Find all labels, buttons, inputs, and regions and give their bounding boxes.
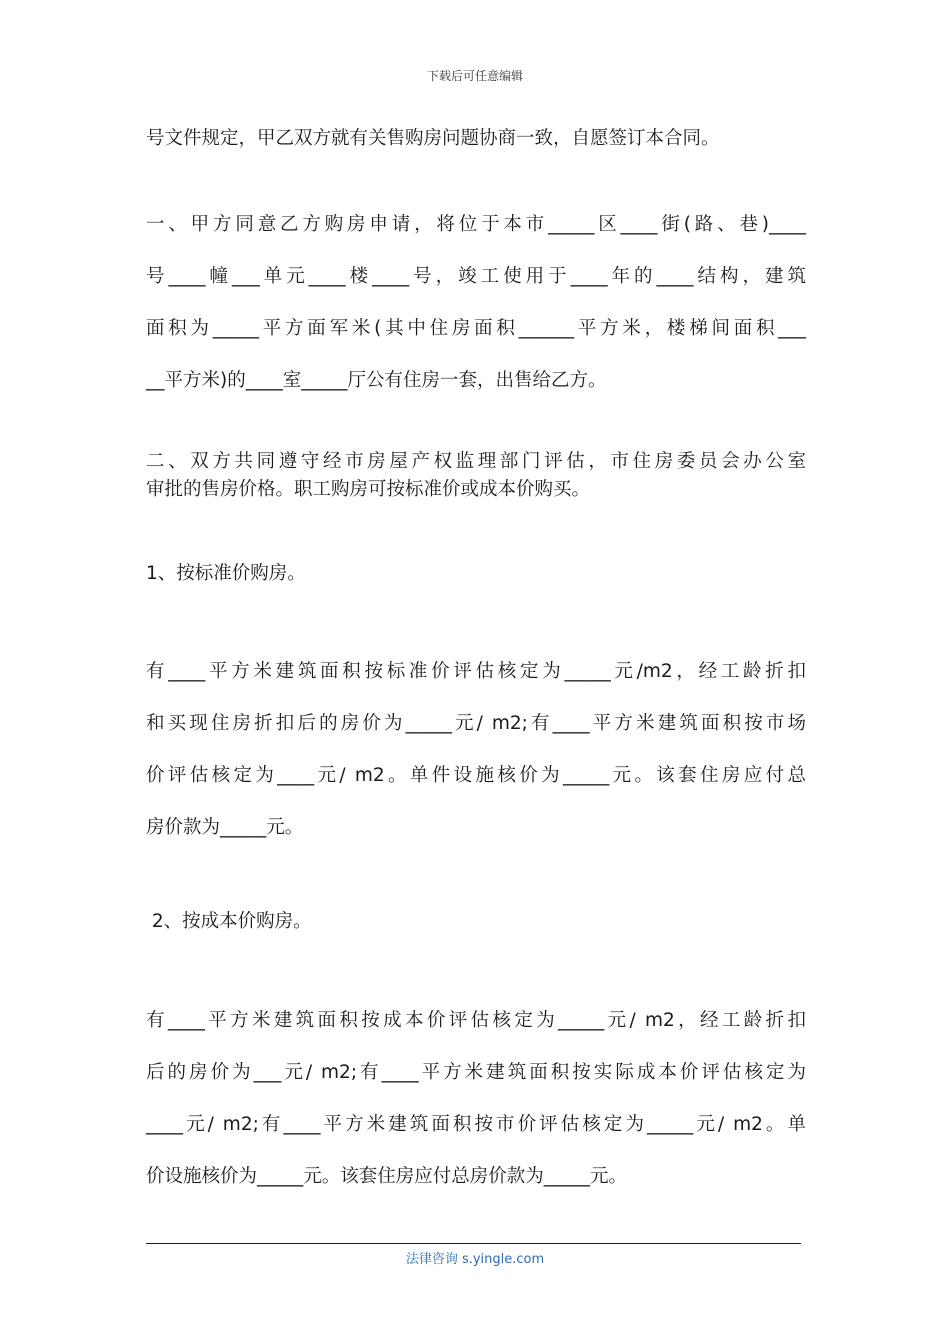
text-line: 面积为_____平方面军米(其中住房面积______平方米，楼梯间面积___ <box>146 318 806 339</box>
text-line: 和买现住房折扣后的房价为_____元/ m2;有____平方米建筑面积按市场 <box>146 713 806 734</box>
page-header: 下载后可任意编辑 <box>426 69 523 83</box>
paragraph-intro <box>146 113 806 165</box>
text-line: 二、双方共同遵守经市房屋产权监理部门评估，市住房委员会办公室 <box>146 451 806 472</box>
text-line: 号____幢___单元____楼____号，竣工使用于____年的____结构，建筑 <box>146 266 806 287</box>
text-line: __平方米)的____室_____厅公有住房一套，出售给乙方。 <box>146 370 607 391</box>
text-line: 审批的售房价格。职工购房可按标准价或成本价购买。 <box>146 479 591 500</box>
text-line: 有____平方米建筑面积按标准价评估核定为_____元/m2，经工龄折扣 <box>146 661 806 682</box>
text-line: 2、按成本价购房。 <box>146 911 312 932</box>
text-line: 房价款为_____元。 <box>146 817 304 838</box>
text-line: 1、按标准价购房。 <box>146 563 306 584</box>
footer-divider <box>146 1243 801 1244</box>
paragraph-article-2 <box>146 448 806 504</box>
text-line: 一、甲方同意乙方购房申请，将位于本市_____区____街(路、巷)____ <box>146 214 806 235</box>
paragraph-article-1 <box>146 199 806 407</box>
section-heading-cost-price <box>146 908 806 936</box>
text-line: 价设施核价为_____元。该套住房应付总房价款为_____元。 <box>146 1166 628 1187</box>
text-line: 后的房价为___元/ m2;有____平方米建筑面积按实际成本价评估核定为 <box>146 1062 806 1083</box>
section-heading-standard-price <box>146 560 806 588</box>
text-line: 号文件规定，甲乙双方就有关售购房问题协商一致，自愿签订本合同。 <box>146 128 720 149</box>
text-line: ____元/ m2;有____平方米建筑面积按市价评估核定为_____元/ m2。单 <box>146 1114 806 1135</box>
text-line: 有____平方米建筑面积按成本价评估核定为_____元/ m2，经工龄折扣 <box>146 1010 806 1031</box>
page-footer: 法律咨询 s.yingle.com <box>405 1252 545 1267</box>
paragraph-cost-price <box>146 995 806 1203</box>
text-line: 价评估核定为____元/ m2。单件设施核价为_____元。该套住房应付总 <box>146 765 806 786</box>
paragraph-standard-price <box>146 646 806 854</box>
